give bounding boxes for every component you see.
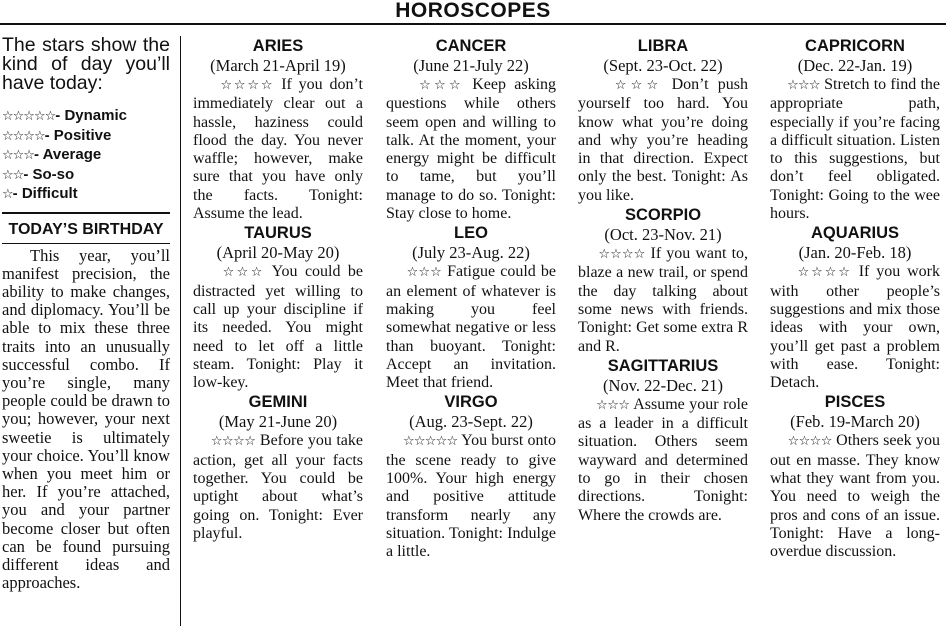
- sign-text: [770, 263, 940, 392]
- sign-forecast: Assume your role as a leader in a difficult situation. Others seem wayward and determined to go in their chosen directions. Tonight: Where the crowds are.: [578, 395, 749, 524]
- sign-name: VIRGO: [444, 393, 498, 412]
- sign-entry: [386, 392, 556, 561]
- sign-name: LEO: [454, 224, 488, 243]
- legend-label: - Dynamic: [55, 107, 127, 124]
- sign-name: ARIES: [252, 37, 304, 55]
- sign-forecast: If you want to, blaze a new trail, or spend the day talking about some news with friends. Tonight: Get some extra R and R.: [578, 245, 749, 355]
- sign-dates: (Nov. 22-Dec. 21): [603, 375, 723, 395]
- sign-forecast: You could be distracted yet willing to call up your discipline if its needed. You might need to let off a little steam. Tonight: Play it low-key.: [193, 263, 363, 392]
- sign-name: LIBRA: [637, 37, 689, 55]
- title-rule: [0, 23, 946, 25]
- sign-entry: [770, 36, 940, 223]
- star-rating-icon: ☆☆☆: [406, 265, 442, 281]
- sign-entry: [578, 356, 748, 525]
- sign-text: [578, 245, 748, 356]
- sign-entry: [193, 36, 363, 223]
- sign-dates: (Feb. 19-March 20): [790, 412, 920, 432]
- sign-entry: [386, 36, 556, 223]
- sign-dates: (Sept. 23-Oct. 22): [603, 56, 723, 75]
- sign-forecast: Fatigue could be an element of whatever is making you feel somewhat negative or less than buoyant. Tonight: Accept an invitation. Meet that friend.: [386, 263, 557, 392]
- sign-text: [193, 263, 363, 392]
- star-rating-icon: ☆☆☆☆: [2, 128, 45, 144]
- star-rating-icon: ☆☆☆: [222, 265, 265, 281]
- legend-label: - Average: [33, 146, 102, 163]
- sign-forecast: Don’t push yourself too hard. You know what you’re doing and why you’re heading in that direction. Expect only the best. Tonight: As you like.: [578, 76, 749, 204]
- sign-entry: [770, 392, 940, 561]
- legend-label: - So-so: [23, 165, 75, 183]
- page-title: HOROSCOPES: [395, 0, 551, 22]
- sign-forecast: You burst onto the scene ready to give 100%. Your high energy and positive attitude transform nearly any situation. Tonight: Indulge a little.: [386, 432, 556, 561]
- sign-name: PISCES: [824, 393, 886, 412]
- sign-column: [386, 36, 556, 562]
- sign-dates: (April 20-May 20): [216, 243, 340, 263]
- star-rating-icon: ☆☆☆: [614, 78, 663, 93]
- legend-label: - Difficult: [12, 185, 78, 202]
- sign-dates: (June 21-July 22): [413, 56, 529, 75]
- star-legend: [2, 107, 170, 205]
- star-rating-icon: ☆☆☆☆☆: [2, 109, 56, 124]
- sign-entry: [193, 223, 363, 392]
- sign-text: [386, 263, 556, 392]
- sign-text: [386, 76, 556, 223]
- sign-text: [770, 76, 940, 223]
- sign-forecast: If you work with other people’s suggestions and mix those ideas with your own, you’ll get past a problem with ease. Tonight: Detach.: [770, 263, 941, 392]
- star-rating-icon: ☆☆: [2, 167, 24, 183]
- star-rating-icon: ☆☆☆☆: [797, 265, 852, 281]
- sign-name: AQUARIUS: [810, 224, 899, 243]
- sign-dates: (March 21-April 19): [210, 56, 346, 75]
- sign-column: [193, 36, 363, 543]
- intro-column: [2, 36, 170, 592]
- star-rating-icon: ☆☆☆: [787, 78, 820, 93]
- sign-name: CANCER: [435, 37, 507, 55]
- birthday-heading: TODAY’S BIRTHDAY: [8, 220, 164, 238]
- sign-text: [578, 76, 748, 205]
- star-rating-icon: ☆☆☆☆: [210, 434, 256, 450]
- legend-row-average: [2, 146, 170, 166]
- sign-dates: (July 23-Aug. 22): [412, 243, 530, 263]
- sign-name: TAURUS: [244, 224, 312, 243]
- sign-entry: [578, 36, 748, 205]
- star-rating-icon: ☆☆☆☆: [598, 247, 646, 263]
- star-rating-icon: ☆☆☆: [2, 148, 34, 163]
- sign-name: GEMINI: [248, 393, 308, 412]
- sign-forecast: Keep asking questions while others seem open and willing to talk. At the moment, your energy might be difficult to tame, but you’ll manage to do so. Tonight: Stay close to home.: [386, 76, 557, 223]
- sign-forecast: Before you take action, get all your facts together. You could be uptight about what’s going on. Tonight: Ever playful.: [193, 432, 364, 542]
- intro-text: The stars show the kind of day you’ll have today:: [2, 34, 170, 94]
- sign-name: SAGITTARIUS: [607, 356, 719, 375]
- star-rating-icon: ☆☆☆☆☆: [402, 434, 458, 450]
- sign-dates: (Aug. 23-Sept. 22): [409, 412, 533, 432]
- sign-entry: [193, 392, 363, 543]
- sign-entry: [578, 205, 748, 356]
- star-rating-icon: ☆☆☆: [596, 397, 630, 413]
- legend-row-positive: [2, 127, 170, 147]
- star-rating-icon: ☆☆☆☆: [220, 78, 275, 93]
- legend-row-dynamic: [2, 107, 170, 127]
- sign-forecast: If you don’t immediately clear out a hassle, haziness could flood the day. You never waffle; however, make sure that you have only the facts. Tonight: Assume the lead.: [193, 76, 364, 223]
- sign-dates: (May 21-June 20): [218, 412, 338, 432]
- sign-name: SCORPIO: [624, 206, 702, 225]
- birthday-underline: [2, 243, 170, 244]
- sign-column: [578, 36, 748, 525]
- legend-row-so-so: [2, 166, 170, 186]
- sign-text: [578, 396, 748, 525]
- sign-text: [770, 432, 940, 561]
- sign-dates: (Jan. 20-Feb. 18): [798, 243, 912, 263]
- sign-text: [193, 76, 363, 223]
- sign-column: [770, 36, 940, 562]
- sign-text: [386, 432, 556, 561]
- sign-forecast: Others seek you out en masse. They know what they want from you. You need to weigh the pros and cons of an issue. Tonight: Have a long-overdue discussion.: [770, 432, 941, 561]
- sign-name: CAPRICORN: [805, 37, 905, 55]
- sign-dates: (Oct. 23-Nov. 21): [604, 225, 722, 245]
- star-rating-icon: ☆☆☆: [419, 78, 464, 93]
- sign-entry: [770, 223, 940, 392]
- birthday-divider: [2, 212, 170, 214]
- sign-dates: (Dec. 22-Jan. 19): [797, 56, 913, 75]
- sign-text: [193, 432, 363, 543]
- sign-forecast: Stretch to find the appropriate path, especially if you’re facing a difficult situation. Listen to this suggestions, but don’t feel obligated. Tonight: Going to the wee hours.: [770, 76, 941, 223]
- star-rating-icon: ☆☆☆☆: [787, 434, 832, 450]
- legend-row-difficult: [2, 185, 170, 205]
- birthday-text: This year, you’ll manifest precision, the ability to make changes, and diplomacy. You’ll be able to mix these three traits into an unusually successful combo. If you’re single, many people could be drawn to you; however, your next sweetie is ultimately your choice. You’ll know when you meet him or her. If you’re attached, you and your partner become closer but often can be found pursuing different ideas and approaches.: [2, 245, 170, 593]
- legend-label: - Positive: [44, 126, 112, 144]
- column-divider: [180, 36, 181, 626]
- sign-entry: [386, 223, 556, 392]
- star-rating-icon: ☆: [2, 187, 13, 202]
